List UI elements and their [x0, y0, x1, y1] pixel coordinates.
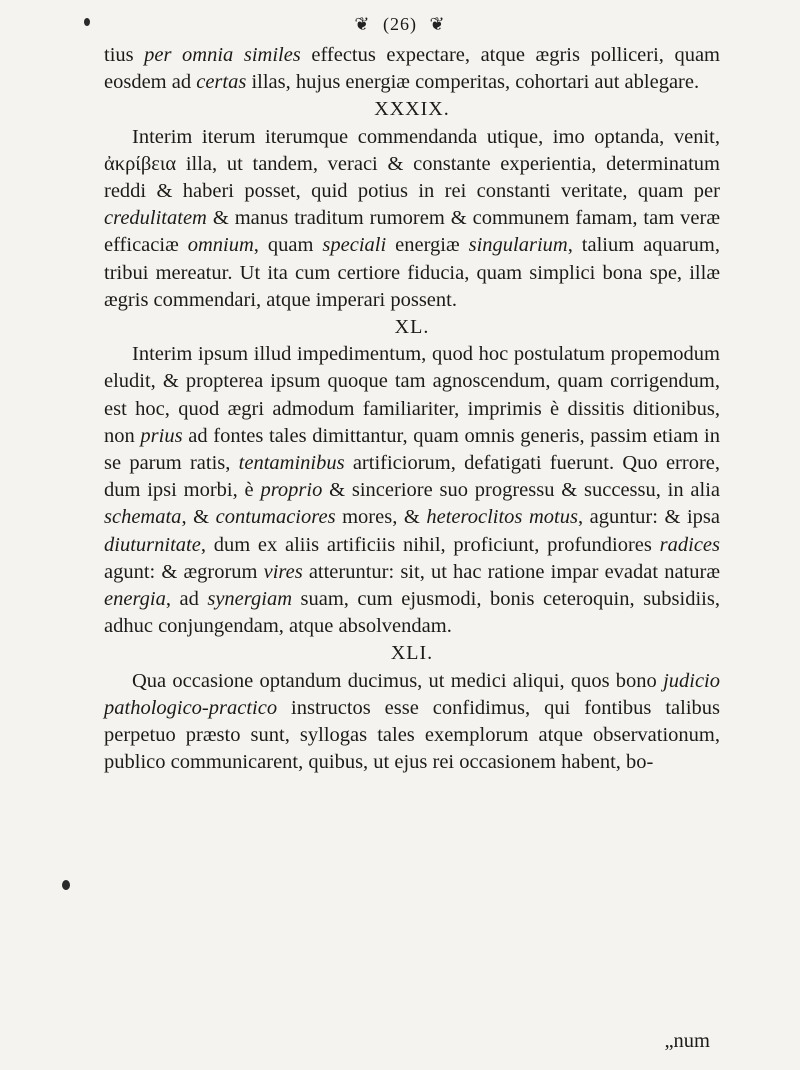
paragraph-41: Qua occasione optandum ducimus, ut medici aliqui, quos bono judicio pathologico-practico instructos esse confidimus, qui fontibus talibus perpetuo præsto sunt, syllogas tales exemplorum atque observationum, publico communicarent, quibus, ut ejus rei occasionem habent, bo- — [104, 669, 720, 774]
ornament-right-icon: ❦ — [429, 14, 446, 35]
paragraph-39: Interim iterum iterumque commendanda utique, imo optanda, venit, ἀκρίβεια illa, ut tandem, veraci & constante experientia, determinatum reddi & haberi posset, quid potius in rei constanti veritate, quam per credulitatem & manus traditum rumorem & communem famam, tam veræ efficaciæ omnium, quam speciali energiæ singularium, talium aquarum, tribui mereatur. Ut ita cum certiore fiducia, quam simplici bona spe, illæ ægris commendari, atque imperari possent. — [104, 125, 720, 311]
ink-blot-margin — [62, 880, 70, 890]
page-number: (26) — [383, 14, 417, 35]
paragraph-38-end: tius per omnia similes effectus expectare, atque ægris polliceri, quam eosdem ad certas illas, hujus energiæ comperitas, cohortari aut ablegare. — [104, 44, 721, 94]
ornament-left-icon: ❦ — [354, 14, 371, 35]
body-text — [104, 42, 720, 776]
paragraph-40: Interim ipsum illud impedimentum, quod hoc postulatum propemodum eludit, & propterea ipsum quoque tam agnoscendum, quam corrigendum, est hoc, quod ægri admodum familiariter, imprimis è dissitis ditionibus, non prius ad fontes tales dimittantur, quam omnis generis, passim etiam in se parum ratis, tentaminibus artificiorum, defatigati fuerunt. Quo errore, dum ipsi morbi, è proprio & sinceriore suo progressu & successu, in alia schemata, & contumaciores mores, & heteroclitos motus, aguntur: & ipsa diuturnitate, dum ex aliis artificiis nihil, proficiunt, profundiores radices agunt: & ægrorum vires atteruntur: sit, ut hac ratione impar evadat naturæ energia, ad synergiam suam, cum ejusmodi, bonis ceteroquin, subsidiis, adhuc conjungendam, atque absolvendam. — [104, 343, 720, 638]
page-header — [0, 10, 800, 36]
section-heading-40: XL. — [394, 316, 430, 339]
catchword: „num — [664, 1030, 710, 1052]
ink-blot-top — [84, 18, 90, 26]
section-heading-41: XLI. — [390, 642, 434, 665]
section-heading-39: XXXIX. — [374, 98, 450, 121]
